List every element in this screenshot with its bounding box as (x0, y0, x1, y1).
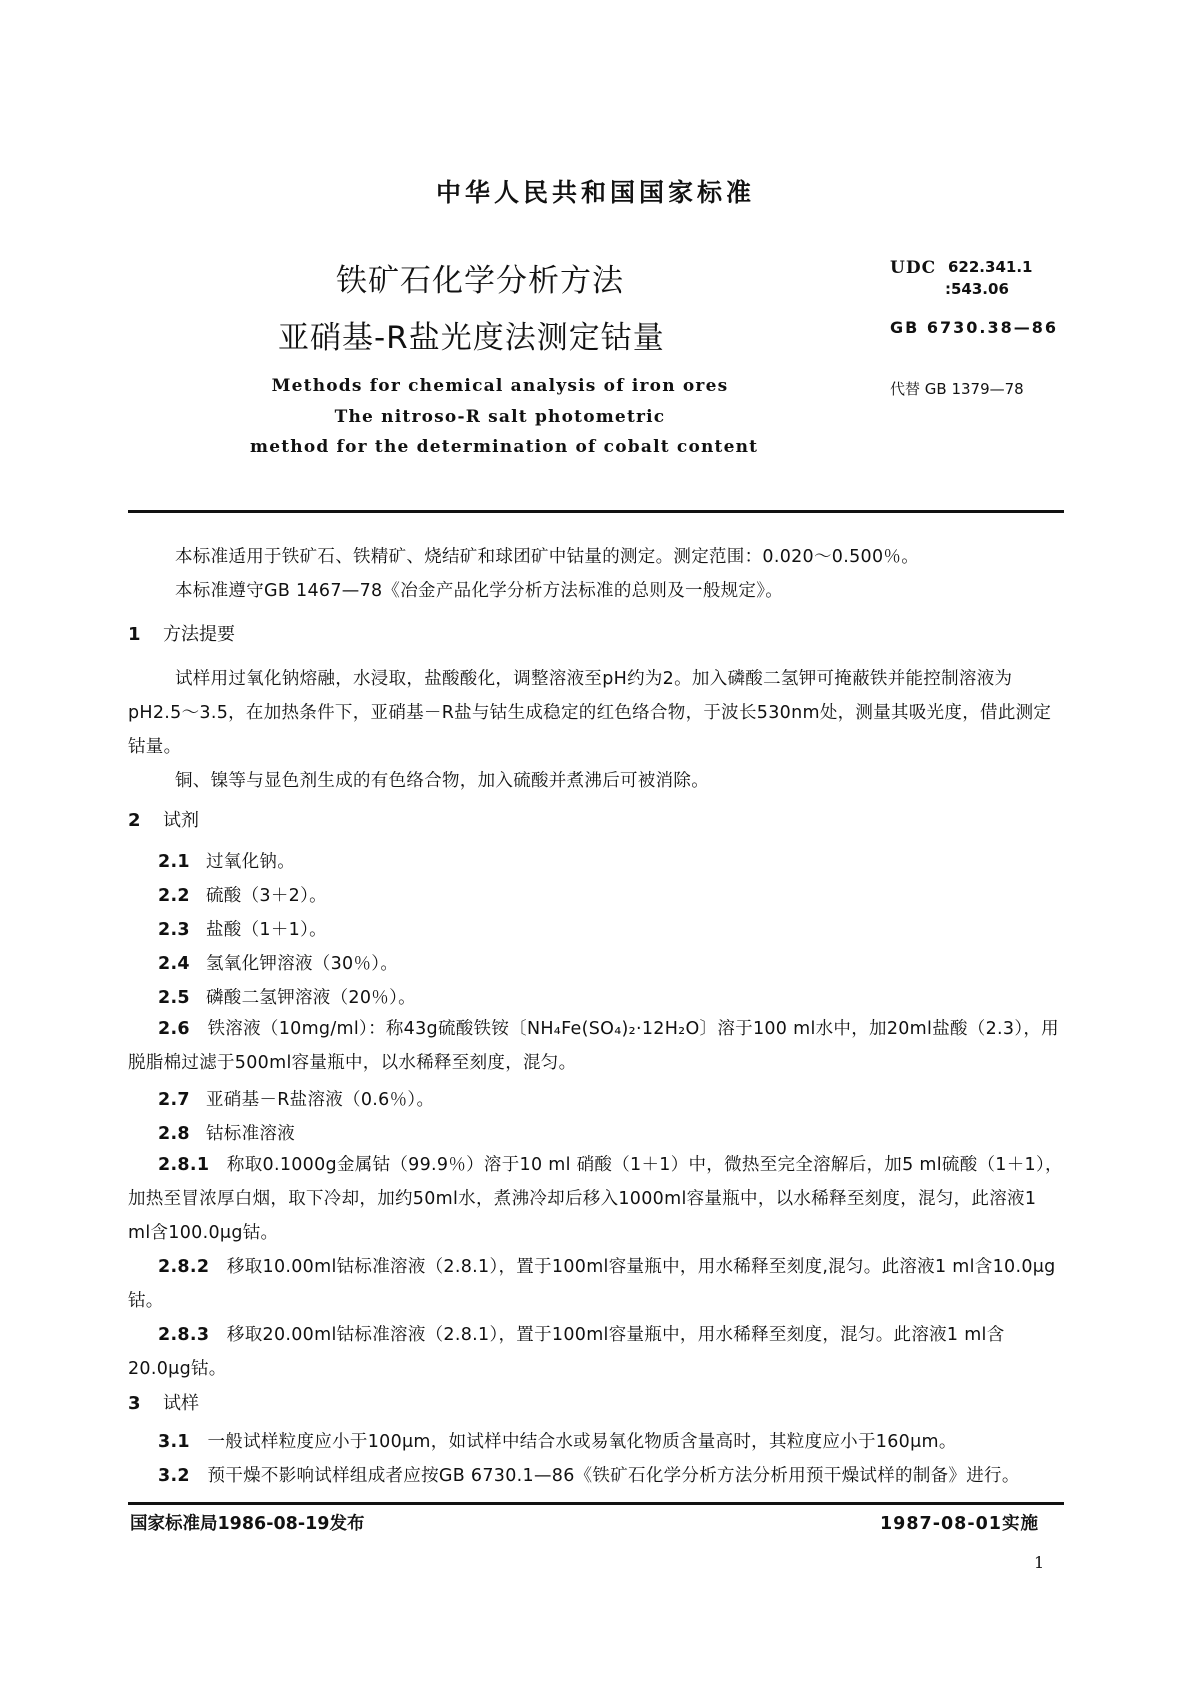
udc-label: UDC (890, 258, 937, 278)
document-title-cn-line1: 铁矿石化学分析方法 (336, 263, 624, 299)
section-2-title: 试剂 (163, 810, 199, 831)
reagent-item-2-8 (158, 1120, 295, 1145)
standard-org-title: 中华人民共和国国家标准 (435, 178, 755, 207)
reagent-text: 氢氧化钾溶液（30％）。 (206, 954, 399, 974)
reagent-number: 2.4 (158, 954, 190, 974)
reagent-item-2-8-2 (128, 1250, 1064, 1318)
section-2-number: 2 (128, 810, 141, 831)
section-3-heading (128, 1389, 199, 1415)
section-1-paragraph-2: 铜、镍等与显色剂生成的有色络合物，加入硫酸并煮沸后可被消除。 (175, 771, 709, 791)
document-title-en-line1: Methods for chemical analysis of iron ores (271, 376, 729, 396)
reagent-item (158, 950, 398, 975)
reagent-number: 2.8.1 (158, 1155, 210, 1175)
section-2-heading (128, 806, 199, 832)
reagent-number: 2.8.3 (158, 1325, 210, 1345)
intro-text (128, 540, 1064, 608)
sample-item-3-1 (128, 1425, 1064, 1459)
reagent-number: 2.2 (158, 886, 190, 906)
reagent-text: 硫酸（3＋2）。 (206, 886, 327, 906)
reagent-item (158, 916, 327, 941)
reagent-number: 2.5 (158, 988, 190, 1008)
document-title-cn-line2: 亚硝基-R盐光度法测定钴量 (278, 320, 665, 356)
intro-compliance-paragraph: 本标准遵守GB 1467—78《冶金产品化学分析方法标准的总则及一般规定》。 (175, 581, 784, 601)
reagent-item (158, 984, 416, 1009)
reagent-text: 铁溶液（10mg/ml）：称43g硫酸铁铵〔NH₄Fe(SO₄)₂·12H₂O〕溶于100 ml水中，加20ml盐酸（2.3），用脱脂棉过滤于500ml容量瓶中，以水稀释至刻度，混匀。 (128, 1019, 1059, 1073)
reagent-number: 2.8.2 (158, 1257, 210, 1277)
udc-code-primary: 622.341.1 (948, 258, 1033, 276)
reagent-item-2-7 (158, 1086, 434, 1111)
reagent-text: 亚硝基－R盐溶液（0.6％）。 (206, 1090, 435, 1110)
sample-text: 预干燥不影响试样组成者应按GB 6730.1—86《铁矿石化学分析方法分析用预干燥试样的制备》进行。 (207, 1466, 1020, 1486)
section-3-title: 试样 (163, 1393, 199, 1414)
intro-scope-paragraph: 本标准适用于铁矿石、铁精矿、烧结矿和球团矿中钴量的测定。测定范围：0.020～0.500％。 (175, 547, 919, 567)
sample-number: 3.1 (158, 1432, 190, 1452)
reagent-number: 2.1 (158, 852, 190, 872)
reagent-item (158, 848, 295, 873)
gb-standard-number: GB 6730.38—86 (890, 318, 1059, 337)
reagent-text: 过氧化钠。 (206, 852, 295, 872)
reagent-text: 钴标准溶液 (206, 1124, 295, 1144)
sample-text: 一般试样粒度应小于100μm，如试样中结合水或易氧化物质含量高时，其粒度应小于160μm。 (207, 1432, 957, 1452)
footer-divider (128, 1502, 1064, 1505)
header-divider (128, 510, 1064, 513)
reagent-number: 2.3 (158, 920, 190, 940)
document-title-en-line2: The nitroso-R salt photometric (334, 407, 666, 427)
reagent-number: 2.7 (158, 1090, 190, 1110)
document-title-en-line3: method for the determination of cobalt content (250, 437, 759, 457)
reagent-text: 称取0.1000g金属钴（99.9％）溶于10 ml 硝酸（1＋1）中，微热至完全溶解后，加5 ml硫酸（1＋1），加热至冒浓厚白烟，取下冷却，加约50ml水，煮沸冷却后移入1000ml容量瓶中，以水稀释至刻度，混匀，此溶液1 ml含100.0μg钴。 (128, 1155, 1063, 1243)
reagent-item-2-6 (128, 1012, 1064, 1080)
reagent-text: 盐酸（1＋1）。 (206, 920, 327, 940)
reagent-item (158, 882, 327, 907)
section-1-body (128, 662, 1064, 798)
section-1-paragraph-1: 试样用过氧化钠熔融，水浸取，盐酸酸化，调整溶液至pH约为2。加入磷酸二氢钾可掩蔽铁并能控制溶液为pH2.5～3.5，在加热条件下，亚硝基－R盐与钴生成稳定的红色络合物，于波长530nm处，测量其吸光度，借此测定钴量。 (128, 669, 1052, 757)
issue-date: 国家标准局1986-08-19发布 (130, 1514, 365, 1534)
reagent-number: 2.8 (158, 1124, 190, 1144)
udc-code-secondary: :543.06 (945, 280, 1009, 298)
sample-item-3-2 (128, 1459, 1028, 1493)
page-number: 1 (1034, 1553, 1045, 1572)
section-1-heading (128, 620, 235, 646)
effective-date: 1987-08-01实施 (880, 1514, 1039, 1534)
replaces-standard: 代替 GB 1379—78 (890, 380, 1024, 398)
sample-number: 3.2 (158, 1466, 190, 1486)
reagent-number: 2.6 (158, 1019, 190, 1039)
section-1-number: 1 (128, 624, 141, 645)
reagent-item-2-8-1 (128, 1148, 1064, 1250)
reagent-text: 磷酸二氢钾溶液（20％）。 (206, 988, 416, 1008)
reagent-text: 移取20.00ml钴标准溶液（2.8.1），置于100ml容量瓶中，用水稀释至刻度，混匀。此溶液1 ml含20.0μg钴。 (128, 1325, 1005, 1379)
reagent-item-2-8-3 (128, 1318, 1064, 1386)
section-3-number: 3 (128, 1393, 141, 1414)
section-1-title: 方法提要 (163, 624, 235, 645)
reagent-text: 移取10.00ml钴标准溶液（2.8.1），置于100ml容量瓶中，用水稀释至刻度,混匀。此溶液1 ml含10.0μg钴。 (128, 1257, 1056, 1311)
